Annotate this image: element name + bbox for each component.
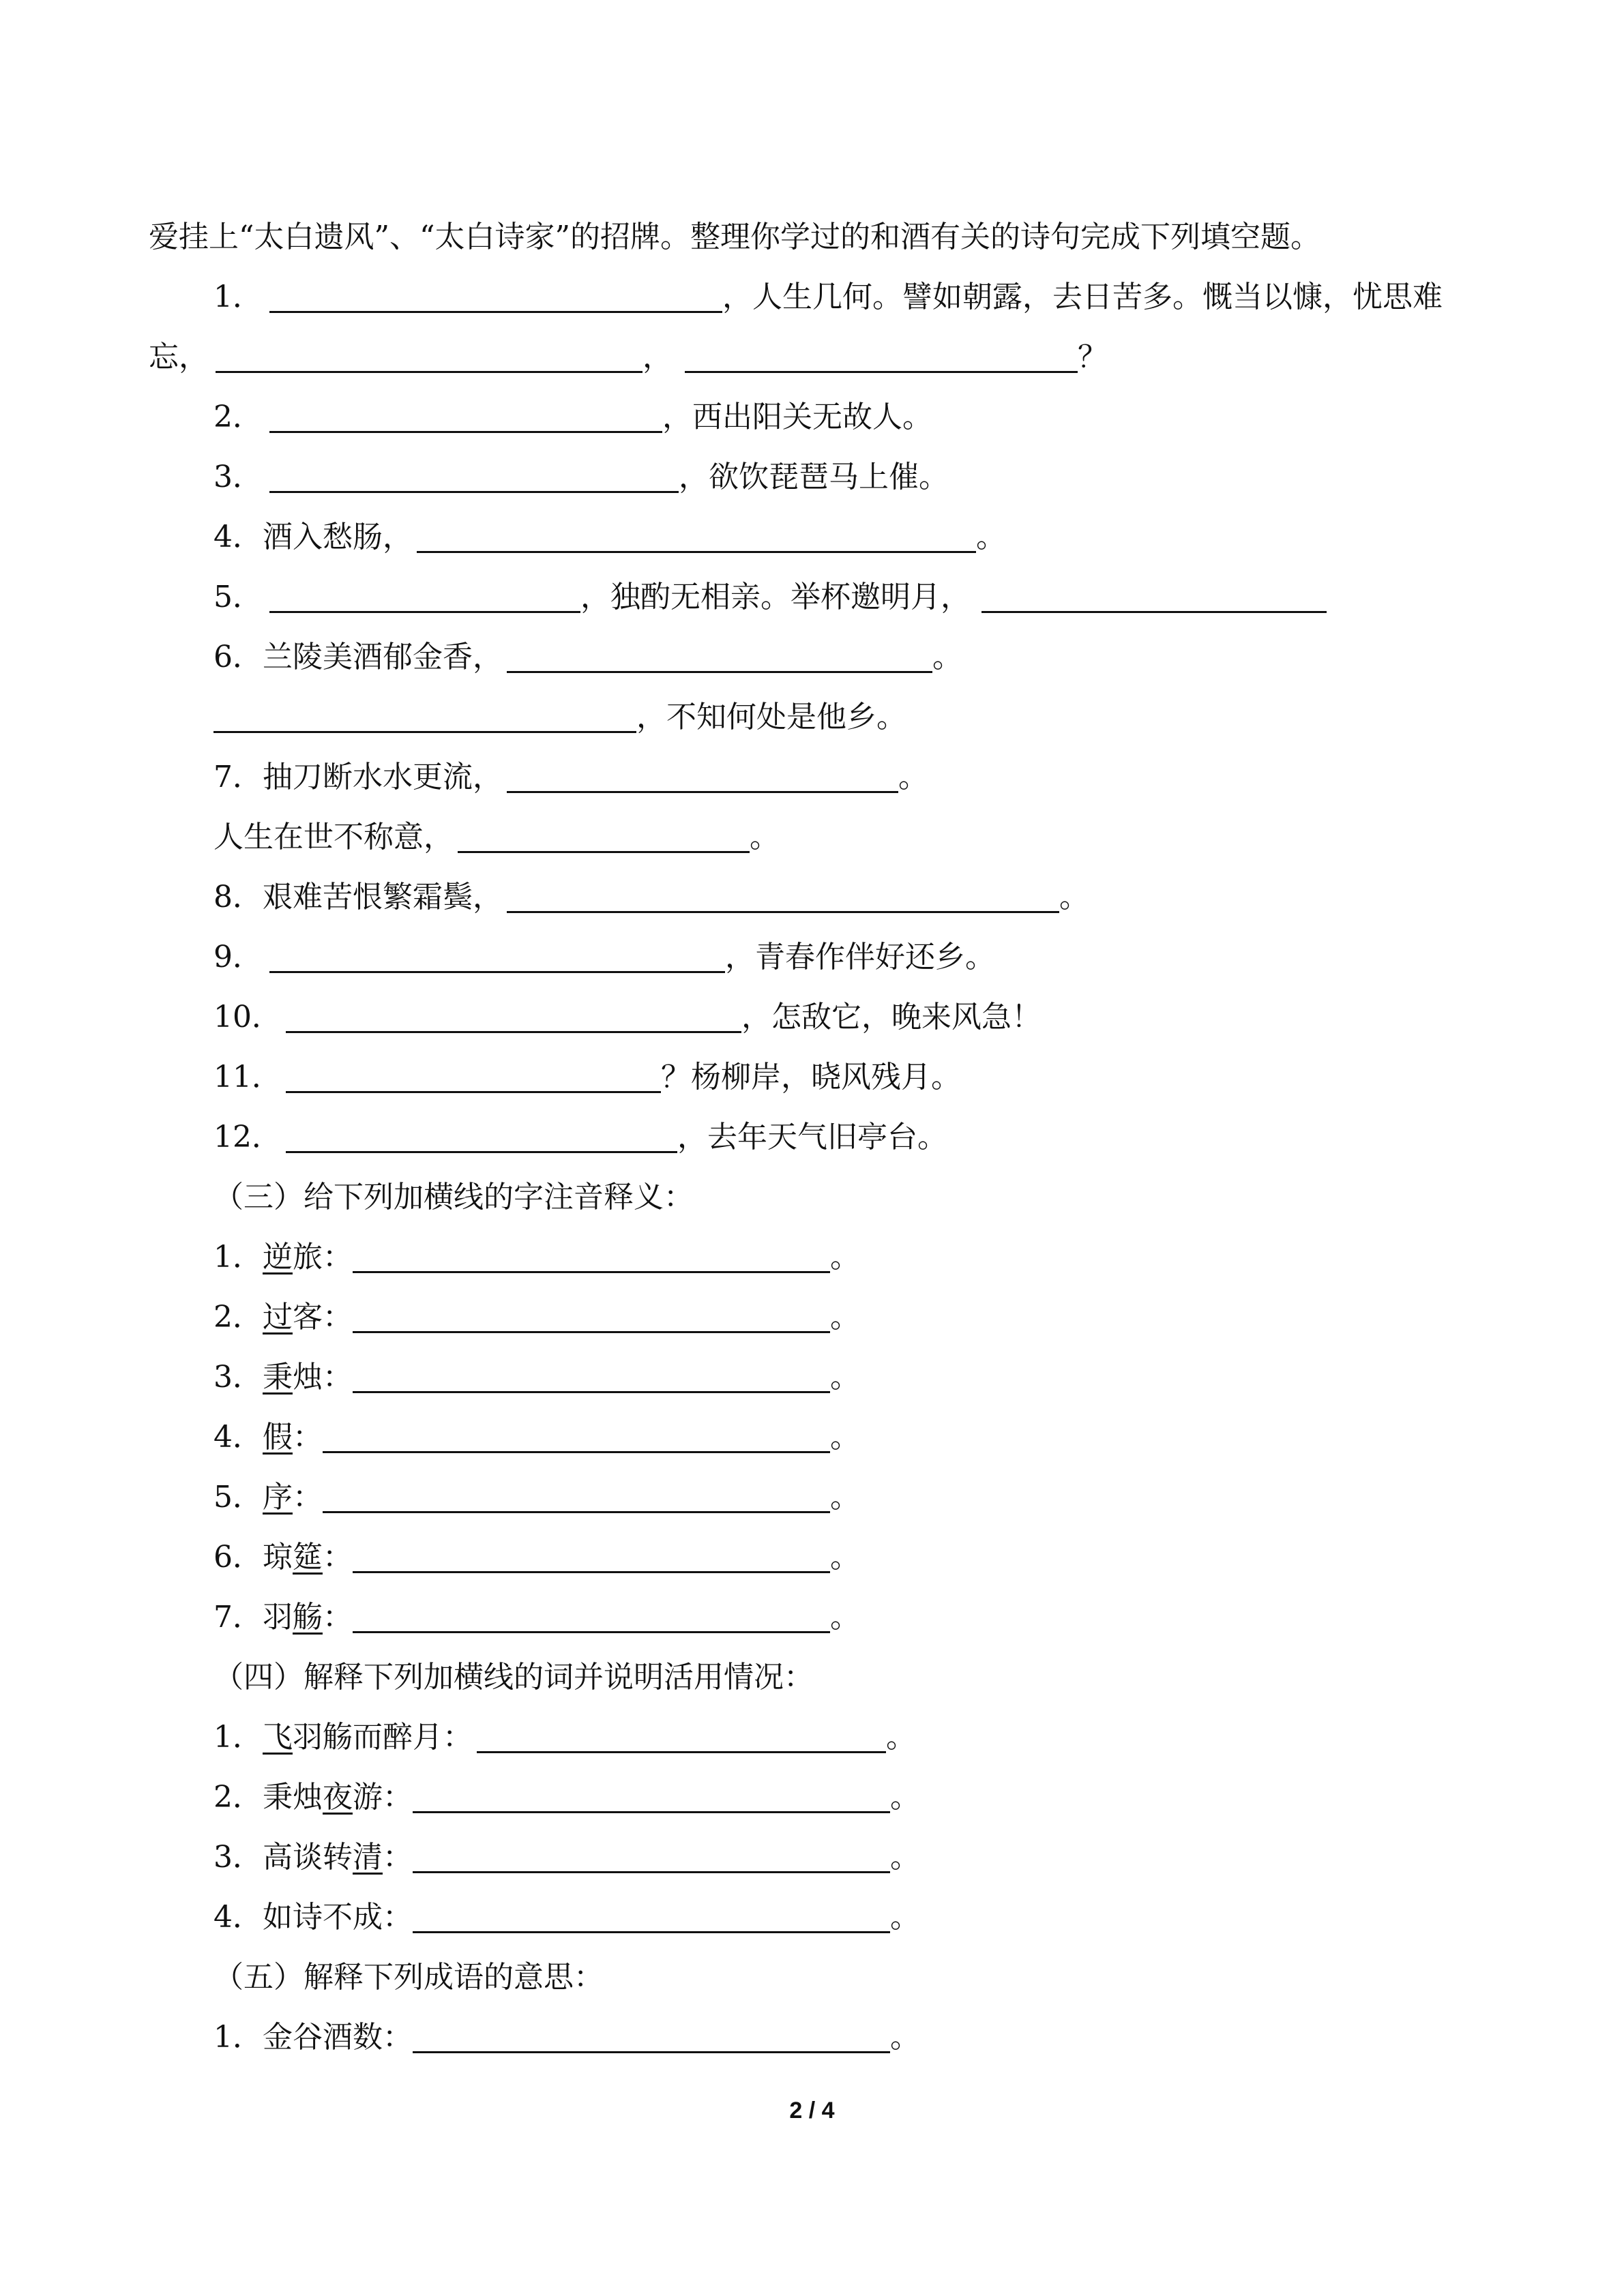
- section-5-item: 1．金谷酒数： 。: [213, 2013, 920, 2062]
- question-8: 8．艰难苦恨繁霜鬓， 。: [213, 873, 1089, 922]
- answer-blank[interactable]: [286, 993, 741, 1033]
- answer-blank[interactable]: [213, 693, 636, 733]
- question-1: 1． ，人生几何。譬如朝露，去日苦多。慨当以慷，忧思难: [213, 273, 1443, 322]
- section-4-heading: （四）解释下列加横线的词并说明活用情况：: [213, 1660, 814, 1695]
- section-3-item: 4．假： 。: [213, 1413, 860, 1462]
- answer-blank[interactable]: [286, 1113, 677, 1153]
- question-9: 9． ，青春作伴好还乡。: [213, 933, 995, 982]
- section-4-item: 4．如诗不成： 。: [213, 1893, 920, 1942]
- section-3-heading: （三）给下列加横线的字注音释义：: [213, 1180, 694, 1214]
- answer-blank[interactable]: [269, 933, 725, 973]
- intro-text: 爱挂上“太白遗风”、“太白诗家”的招牌。整理你学过的和酒有关的诗句完成下列填空题。: [149, 220, 1320, 254]
- section-3-item: 2．过客： 。: [213, 1293, 860, 1342]
- section-4-item: 3．高谈转清： 。: [213, 1833, 920, 1882]
- answer-blank[interactable]: [269, 393, 662, 433]
- section-5-heading: （五）解释下列成语的意思：: [213, 1960, 604, 1995]
- question-10: 10． ，怎敌它，晚来风急！: [213, 993, 1042, 1042]
- question-3: 3． ，欲饮琵琶马上催。: [213, 453, 949, 502]
- answer-blank[interactable]: [413, 1893, 890, 1933]
- section-3-item: 7．羽觞： 。: [213, 1593, 860, 1642]
- answer-blank[interactable]: [353, 1533, 830, 1573]
- answer-blank[interactable]: [507, 873, 1059, 913]
- question-7: 7．抽刀断水水更流， 。: [213, 753, 928, 802]
- answer-blank[interactable]: [458, 813, 750, 853]
- answer-blank[interactable]: [323, 1473, 830, 1513]
- answer-blank[interactable]: [353, 1293, 830, 1333]
- question-6: 6．兰陵美酒郁金香， 。: [213, 633, 962, 682]
- answer-blank[interactable]: [413, 1773, 890, 1813]
- answer-blank[interactable]: [413, 1833, 890, 1873]
- page-number: 2 / 4: [789, 2098, 835, 2123]
- section-3-item: 1．逆旅： 。: [213, 1233, 860, 1282]
- answer-blank[interactable]: [685, 333, 1078, 373]
- answer-blank[interactable]: [286, 1053, 661, 1093]
- question-12: 12． ，去年天气旧亭台。: [213, 1113, 947, 1162]
- section-4-item: 2．秉烛夜游： 。: [213, 1773, 920, 1822]
- section-3-item: 6．琼筵： 。: [213, 1533, 860, 1582]
- answer-blank[interactable]: [417, 513, 976, 553]
- answer-blank[interactable]: [353, 1593, 830, 1633]
- answer-blank[interactable]: [477, 1713, 886, 1753]
- answer-blank[interactable]: [507, 633, 932, 673]
- question-7-line-2: 人生在世不称意， 。: [213, 813, 780, 862]
- question-4: 4．酒入愁肠， 。: [213, 513, 1006, 562]
- question-5: 5． ，独酌无相亲。举杯邀明月，: [213, 573, 1327, 622]
- answer-blank[interactable]: [507, 753, 898, 793]
- answer-blank[interactable]: [269, 273, 722, 313]
- answer-blank[interactable]: [353, 1233, 830, 1273]
- answer-blank[interactable]: [413, 2013, 890, 2053]
- answer-blank[interactable]: [353, 1353, 830, 1393]
- answer-blank[interactable]: [269, 453, 679, 493]
- section-3-item: 5．序： 。: [213, 1473, 860, 1522]
- section-3-item: 3．秉烛： 。: [213, 1353, 860, 1402]
- answer-blank[interactable]: [323, 1413, 830, 1453]
- answer-blank[interactable]: [269, 573, 580, 613]
- question-2: 2． ，西出阳关无故人。: [213, 393, 932, 442]
- question-6-line-2: ，不知何处是他乡。: [213, 693, 906, 742]
- answer-blank[interactable]: [216, 333, 643, 373]
- answer-blank[interactable]: [981, 573, 1327, 613]
- question-1-line-2: 忘， ， ？: [149, 333, 1108, 382]
- question-11: 11． ？杨柳岸，晓风残月。: [213, 1053, 961, 1102]
- section-4-item: 1．飞羽觞而醉月： 。: [213, 1713, 916, 1762]
